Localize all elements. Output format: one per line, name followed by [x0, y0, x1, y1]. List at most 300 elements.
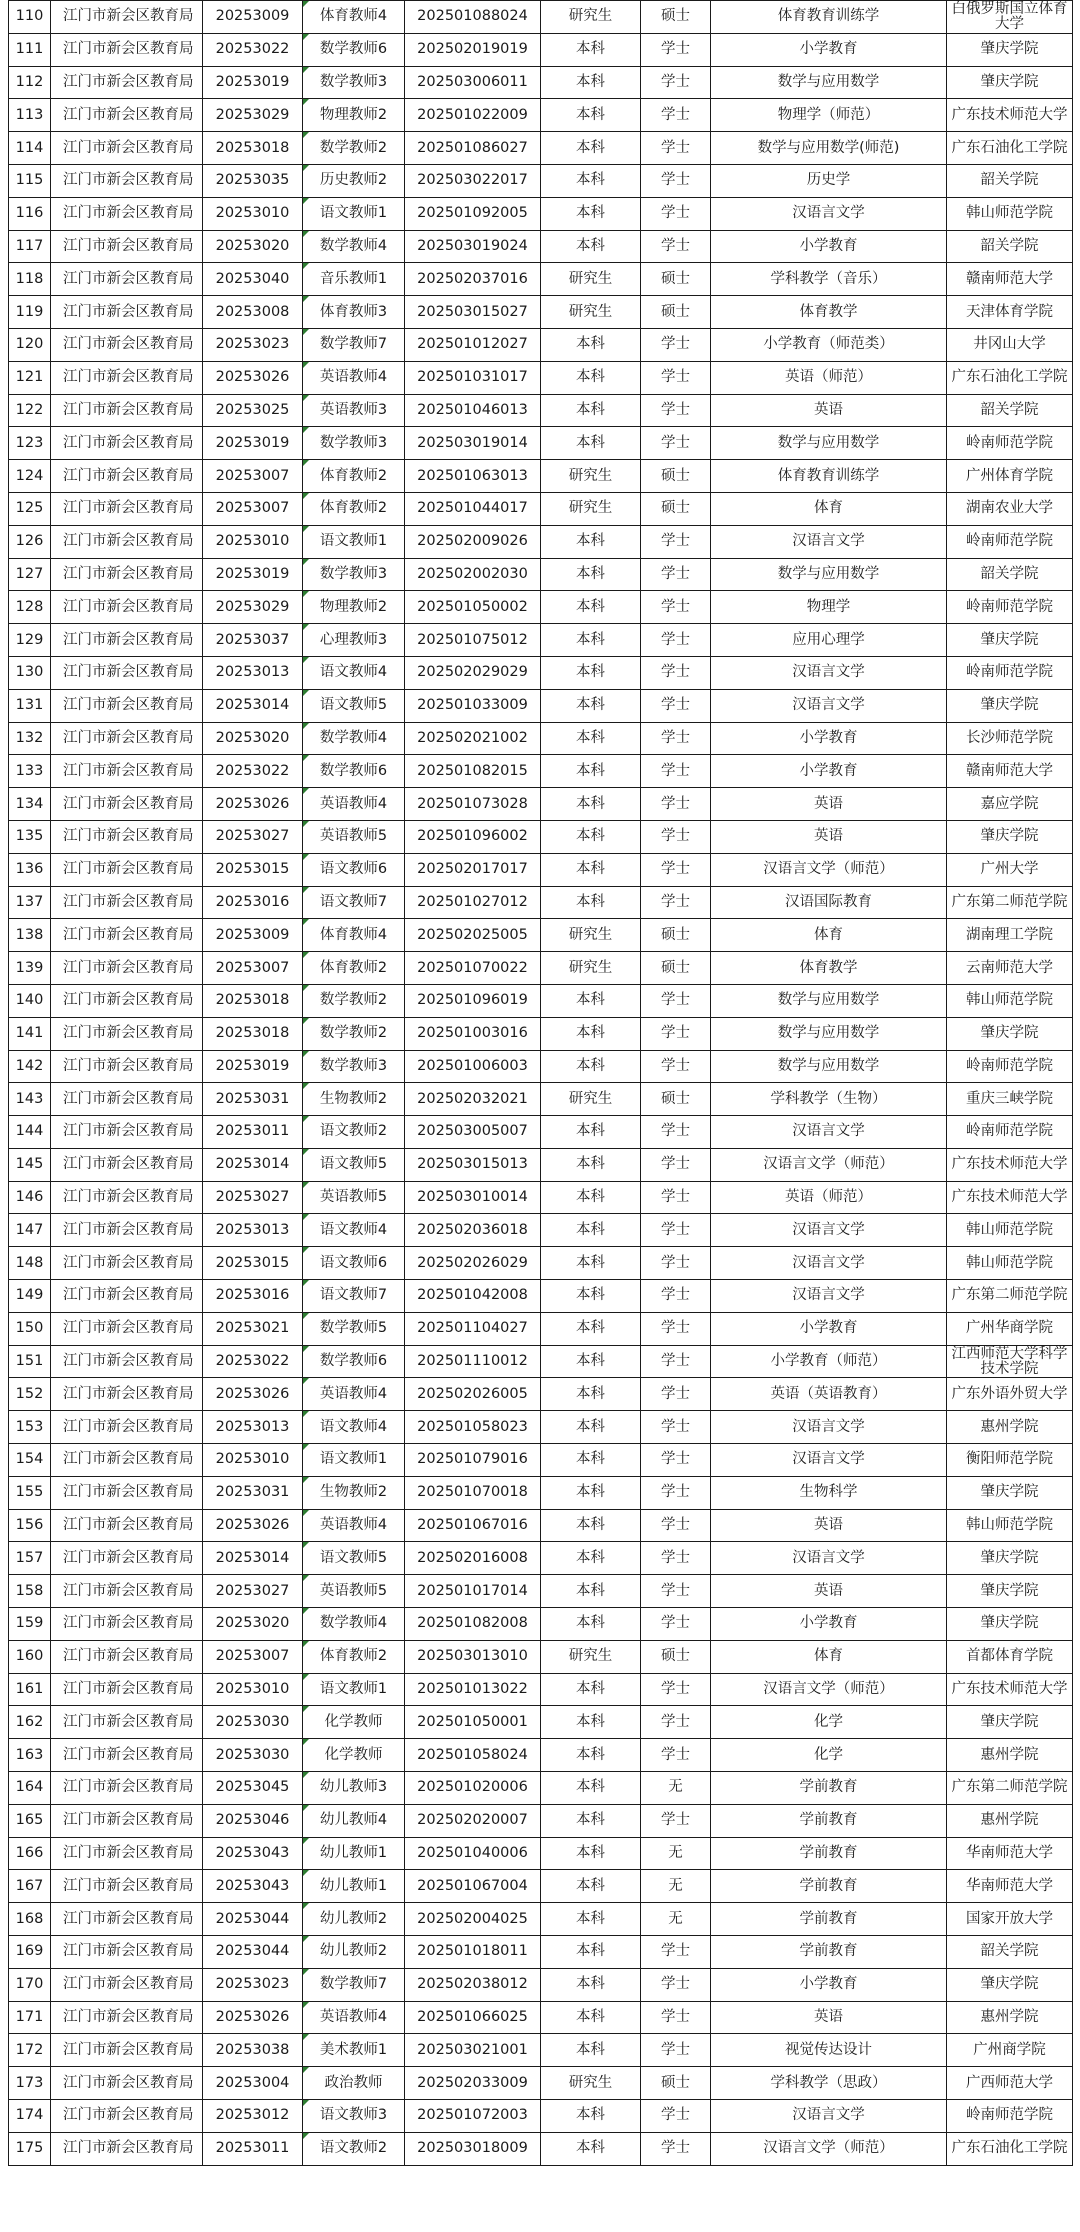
post-name-cell: 音乐教师1 [303, 263, 405, 296]
table-row [9, 1640, 1073, 1673]
education-level-cell: 本科 [541, 1739, 641, 1772]
exam-ticket-number-cell: 202501018011 [405, 1936, 541, 1969]
major-cell: 小学教育（师范） [711, 1345, 947, 1378]
graduate-school-cell: 韩山师范学院 [947, 197, 1073, 230]
degree-cell: 学士 [641, 1673, 711, 1706]
major-cell: 英语 [711, 2001, 947, 2034]
row-number-cell: 168 [9, 1903, 51, 1936]
post-code-cell: 20253029 [203, 99, 303, 132]
education-level-cell: 本科 [541, 755, 641, 788]
education-level-cell: 研究生 [541, 2067, 641, 2100]
degree-cell: 学士 [641, 853, 711, 886]
graduate-school-cell: 广东第二师范学院 [947, 1280, 1073, 1313]
employer-cell: 江门市新会区教育局 [51, 1247, 203, 1280]
exam-ticket-number-cell: 202501044017 [405, 492, 541, 525]
degree-cell: 学士 [641, 1739, 711, 1772]
education-level-cell: 本科 [541, 1575, 641, 1608]
employer-cell: 江门市新会区教育局 [51, 886, 203, 919]
table-row [9, 1247, 1073, 1280]
table-row [9, 1181, 1073, 1214]
table-row [9, 525, 1073, 558]
post-code-cell: 20253045 [203, 1772, 303, 1805]
degree-cell: 学士 [641, 164, 711, 197]
exam-ticket-number-cell: 202501013022 [405, 1673, 541, 1706]
post-code-cell: 20253015 [203, 853, 303, 886]
post-code-cell: 20253035 [203, 164, 303, 197]
degree-cell: 学士 [641, 2001, 711, 2034]
degree-cell: 硕士 [641, 919, 711, 952]
post-name-cell: 体育教师2 [303, 460, 405, 493]
exam-ticket-number-cell: 202501006003 [405, 1050, 541, 1083]
major-cell: 汉语言文学（师范） [711, 1148, 947, 1181]
degree-cell: 学士 [641, 1706, 711, 1739]
post-code-cell: 20253010 [203, 1444, 303, 1477]
row-number-cell: 123 [9, 427, 51, 460]
employer-cell: 江门市新会区教育局 [51, 1050, 203, 1083]
exam-ticket-number-cell: 202501079016 [405, 1444, 541, 1477]
post-code-cell: 20253014 [203, 1542, 303, 1575]
post-code-cell: 20253010 [203, 1673, 303, 1706]
table-row [9, 2034, 1073, 2067]
post-name-cell: 语文教师5 [303, 1542, 405, 1575]
graduate-school-cell: 韩山师范学院 [947, 1214, 1073, 1247]
table-row [9, 2067, 1073, 2100]
major-cell: 汉语言文学 [711, 1444, 947, 1477]
degree-cell: 学士 [641, 1608, 711, 1641]
degree-cell: 学士 [641, 1214, 711, 1247]
table-row [9, 1214, 1073, 1247]
education-level-cell: 本科 [541, 1476, 641, 1509]
exam-ticket-number-cell: 202501082015 [405, 755, 541, 788]
exam-ticket-number-cell: 202502021002 [405, 722, 541, 755]
post-code-cell: 20253007 [203, 460, 303, 493]
education-level-cell: 本科 [541, 1772, 641, 1805]
candidate-roster-table [8, 0, 1073, 2166]
exam-ticket-number-cell: 202502038012 [405, 1968, 541, 2001]
graduate-school-cell: 惠州学院 [947, 1411, 1073, 1444]
exam-ticket-number-cell: 202503006011 [405, 66, 541, 99]
education-level-cell: 本科 [541, 1247, 641, 1280]
row-number-cell: 146 [9, 1181, 51, 1214]
exam-ticket-number-cell: 202501063013 [405, 460, 541, 493]
post-name-cell: 幼儿教师3 [303, 1772, 405, 1805]
graduate-school-cell: 肇庆学院 [947, 820, 1073, 853]
post-code-cell: 20253008 [203, 296, 303, 329]
post-name-cell: 语文教师1 [303, 197, 405, 230]
row-number-cell: 132 [9, 722, 51, 755]
education-level-cell: 本科 [541, 820, 641, 853]
row-number-cell: 145 [9, 1148, 51, 1181]
degree-cell: 学士 [641, 886, 711, 919]
exam-ticket-number-cell: 202502025005 [405, 919, 541, 952]
major-cell: 小学教育 [711, 1968, 947, 2001]
exam-ticket-number-cell: 202501075012 [405, 624, 541, 657]
employer-cell: 江门市新会区教育局 [51, 755, 203, 788]
major-cell: 视觉传达设计 [711, 2034, 947, 2067]
degree-cell: 学士 [641, 197, 711, 230]
major-cell: 数学与应用数学 [711, 984, 947, 1017]
post-name-cell: 数学教师2 [303, 1017, 405, 1050]
graduate-school-cell: 惠州学院 [947, 1739, 1073, 1772]
graduate-school-cell: 井冈山大学 [947, 328, 1073, 361]
row-number-cell: 155 [9, 1476, 51, 1509]
table-row [9, 755, 1073, 788]
education-level-cell: 本科 [541, 1345, 641, 1378]
employer-cell: 江门市新会区教育局 [51, 394, 203, 427]
row-number-cell: 135 [9, 820, 51, 853]
education-level-cell: 本科 [541, 1608, 641, 1641]
post-name-cell: 语文教师5 [303, 1148, 405, 1181]
post-code-cell: 20253025 [203, 394, 303, 427]
graduate-school-cell: 肇庆学院 [947, 33, 1073, 66]
row-number-cell: 130 [9, 656, 51, 689]
education-level-cell: 本科 [541, 624, 641, 657]
degree-cell: 学士 [641, 2100, 711, 2133]
graduate-school-cell: 赣南师范大学 [947, 755, 1073, 788]
major-cell: 数学与应用数学 [711, 1050, 947, 1083]
table-row [9, 820, 1073, 853]
post-code-cell: 20253020 [203, 230, 303, 263]
graduate-school-cell: 肇庆学院 [947, 1706, 1073, 1739]
employer-cell: 江门市新会区教育局 [51, 984, 203, 1017]
post-code-cell: 20253013 [203, 1214, 303, 1247]
post-code-cell: 20253026 [203, 788, 303, 821]
major-cell: 学前教育 [711, 1936, 947, 1969]
table-row [9, 1116, 1073, 1149]
exam-ticket-number-cell: 202502036018 [405, 1214, 541, 1247]
row-number-cell: 171 [9, 2001, 51, 2034]
row-number-cell: 160 [9, 1640, 51, 1673]
table-row [9, 1936, 1073, 1969]
exam-ticket-number-cell: 202501070022 [405, 952, 541, 985]
post-code-cell: 20253018 [203, 1017, 303, 1050]
post-name-cell: 体育教师4 [303, 919, 405, 952]
post-name-cell: 数学教师4 [303, 230, 405, 263]
employer-cell: 江门市新会区教育局 [51, 1444, 203, 1477]
post-name-cell: 英语教师4 [303, 361, 405, 394]
exam-ticket-number-cell: 202501040006 [405, 1837, 541, 1870]
table-row [9, 1444, 1073, 1477]
employer-cell: 江门市新会区教育局 [51, 624, 203, 657]
exam-ticket-number-cell: 202501042008 [405, 1280, 541, 1313]
table-row [9, 1837, 1073, 1870]
exam-ticket-number-cell: 202503010014 [405, 1181, 541, 1214]
employer-cell: 江门市新会区教育局 [51, 788, 203, 821]
post-name-cell: 英语教师5 [303, 820, 405, 853]
employer-cell: 江门市新会区教育局 [51, 263, 203, 296]
graduate-school-cell: 赣南师范大学 [947, 263, 1073, 296]
row-number-cell: 125 [9, 492, 51, 525]
post-name-cell: 数学教师4 [303, 722, 405, 755]
degree-cell: 硕士 [641, 952, 711, 985]
post-name-cell: 语文教师4 [303, 1214, 405, 1247]
major-cell: 汉语国际教育 [711, 886, 947, 919]
exam-ticket-number-cell: 202503018009 [405, 2132, 541, 2165]
degree-cell: 学士 [641, 984, 711, 1017]
education-level-cell: 本科 [541, 656, 641, 689]
table-row [9, 1673, 1073, 1706]
graduate-school-cell: 岭南师范学院 [947, 656, 1073, 689]
post-name-cell: 语文教师2 [303, 2132, 405, 2165]
exam-ticket-number-cell: 202503005007 [405, 1116, 541, 1149]
exam-ticket-number-cell: 202502029029 [405, 656, 541, 689]
post-code-cell: 20253019 [203, 558, 303, 591]
exam-ticket-number-cell: 202501070018 [405, 1476, 541, 1509]
post-name-cell: 英语教师4 [303, 1378, 405, 1411]
table-row [9, 328, 1073, 361]
degree-cell: 无 [641, 1903, 711, 1936]
post-code-cell: 20253027 [203, 820, 303, 853]
degree-cell: 硕士 [641, 296, 711, 329]
table-row [9, 197, 1073, 230]
post-code-cell: 20253031 [203, 1476, 303, 1509]
exam-ticket-number-cell: 202501058023 [405, 1411, 541, 1444]
employer-cell: 江门市新会区教育局 [51, 492, 203, 525]
post-name-cell: 生物教师2 [303, 1083, 405, 1116]
table-row [9, 263, 1073, 296]
graduate-school-cell: 岭南师范学院 [947, 2100, 1073, 2133]
table-row [9, 1476, 1073, 1509]
education-level-cell: 本科 [541, 2001, 641, 2034]
degree-cell: 学士 [641, 66, 711, 99]
post-code-cell: 20253016 [203, 886, 303, 919]
degree-cell: 学士 [641, 656, 711, 689]
post-name-cell: 英语教师5 [303, 1181, 405, 1214]
major-cell: 小学教育 [711, 1608, 947, 1641]
table-row [9, 132, 1073, 165]
table-row [9, 919, 1073, 952]
post-name-cell: 数学教师4 [303, 1608, 405, 1641]
employer-cell: 江门市新会区教育局 [51, 361, 203, 394]
exam-ticket-number-cell: 202501067004 [405, 1870, 541, 1903]
exam-ticket-number-cell: 202503019024 [405, 230, 541, 263]
exam-ticket-number-cell: 202501012027 [405, 328, 541, 361]
table-row [9, 296, 1073, 329]
graduate-school-cell: 肇庆学院 [947, 689, 1073, 722]
table-row [9, 1706, 1073, 1739]
employer-cell: 江门市新会区教育局 [51, 132, 203, 165]
row-number-cell: 139 [9, 952, 51, 985]
graduate-school-cell: 广东技术师范大学 [947, 99, 1073, 132]
major-cell: 体育 [711, 919, 947, 952]
post-name-cell: 英语教师4 [303, 2001, 405, 2034]
education-level-cell: 研究生 [541, 1, 641, 34]
exam-ticket-number-cell: 202501022009 [405, 99, 541, 132]
graduate-school-cell: 肇庆学院 [947, 1542, 1073, 1575]
education-level-cell: 本科 [541, 1870, 641, 1903]
major-cell: 数学与应用数学 [711, 558, 947, 591]
major-cell: 英语（师范） [711, 361, 947, 394]
post-code-cell: 20253023 [203, 1968, 303, 2001]
education-level-cell: 研究生 [541, 952, 641, 985]
table-row [9, 164, 1073, 197]
table-row [9, 1772, 1073, 1805]
post-name-cell: 体育教师2 [303, 952, 405, 985]
exam-ticket-number-cell: 202501066025 [405, 2001, 541, 2034]
employer-cell: 江门市新会区教育局 [51, 1608, 203, 1641]
education-level-cell: 本科 [541, 1903, 641, 1936]
degree-cell: 学士 [641, 361, 711, 394]
graduate-school-cell: 广州商学院 [947, 2034, 1073, 2067]
degree-cell: 学士 [641, 1017, 711, 1050]
employer-cell: 江门市新会区教育局 [51, 99, 203, 132]
table-row [9, 1050, 1073, 1083]
employer-cell: 江门市新会区教育局 [51, 853, 203, 886]
post-name-cell: 体育教师4 [303, 1, 405, 34]
education-level-cell: 本科 [541, 1968, 641, 2001]
graduate-school-cell: 长沙师范学院 [947, 722, 1073, 755]
post-name-cell: 幼儿教师2 [303, 1903, 405, 1936]
row-number-cell: 121 [9, 361, 51, 394]
post-code-cell: 20253023 [203, 328, 303, 361]
employer-cell: 江门市新会区教育局 [51, 1476, 203, 1509]
employer-cell: 江门市新会区教育局 [51, 1640, 203, 1673]
row-number-cell: 117 [9, 230, 51, 263]
row-number-cell: 157 [9, 1542, 51, 1575]
post-code-cell: 20253027 [203, 1575, 303, 1608]
post-code-cell: 20253044 [203, 1936, 303, 1969]
post-code-cell: 20253018 [203, 132, 303, 165]
exam-ticket-number-cell: 202502032021 [405, 1083, 541, 1116]
exam-ticket-number-cell: 202503021001 [405, 2034, 541, 2067]
education-level-cell: 本科 [541, 591, 641, 624]
employer-cell: 江门市新会区教育局 [51, 1148, 203, 1181]
major-cell: 小学教育 [711, 755, 947, 788]
row-number-cell: 167 [9, 1870, 51, 1903]
post-name-cell: 语文教师1 [303, 1444, 405, 1477]
education-level-cell: 本科 [541, 394, 641, 427]
education-level-cell: 本科 [541, 689, 641, 722]
table-row [9, 1804, 1073, 1837]
post-code-cell: 20253043 [203, 1837, 303, 1870]
table-row [9, 1903, 1073, 1936]
row-number-cell: 144 [9, 1116, 51, 1149]
major-cell: 数学与应用数学 [711, 1017, 947, 1050]
degree-cell: 学士 [641, 1968, 711, 2001]
post-code-cell: 20253044 [203, 1903, 303, 1936]
employer-cell: 江门市新会区教育局 [51, 328, 203, 361]
graduate-school-cell: 广东石油化工学院 [947, 2132, 1073, 2165]
post-name-cell: 数学教师3 [303, 66, 405, 99]
graduate-school-cell: 华南师范大学 [947, 1837, 1073, 1870]
major-cell: 学前教育 [711, 1870, 947, 1903]
table-row [9, 361, 1073, 394]
table-row [9, 2001, 1073, 2034]
exam-ticket-number-cell: 202501086027 [405, 132, 541, 165]
employer-cell: 江门市新会区教育局 [51, 2100, 203, 2133]
employer-cell: 江门市新会区教育局 [51, 1936, 203, 1969]
employer-cell: 江门市新会区教育局 [51, 591, 203, 624]
row-number-cell: 159 [9, 1608, 51, 1641]
table-row [9, 1411, 1073, 1444]
employer-cell: 江门市新会区教育局 [51, 1837, 203, 1870]
major-cell: 英语 [711, 1575, 947, 1608]
education-level-cell: 本科 [541, 1378, 641, 1411]
education-level-cell: 本科 [541, 1280, 641, 1313]
graduate-school-cell: 白俄罗斯国立体育大学 [947, 1, 1073, 34]
post-name-cell: 英语教师4 [303, 788, 405, 821]
exam-ticket-number-cell: 202501031017 [405, 361, 541, 394]
major-cell: 应用心理学 [711, 624, 947, 657]
employer-cell: 江门市新会区教育局 [51, 1509, 203, 1542]
graduate-school-cell: 广东第二师范学院 [947, 886, 1073, 919]
post-name-cell: 化学教师 [303, 1739, 405, 1772]
post-code-cell: 20253022 [203, 1345, 303, 1378]
degree-cell: 学士 [641, 394, 711, 427]
row-number-cell: 137 [9, 886, 51, 919]
exam-ticket-number-cell: 202503015013 [405, 1148, 541, 1181]
post-code-cell: 20253026 [203, 361, 303, 394]
table-row [9, 689, 1073, 722]
degree-cell: 学士 [641, 2132, 711, 2165]
degree-cell: 学士 [641, 427, 711, 460]
post-name-cell: 数学教师6 [303, 33, 405, 66]
post-name-cell: 数学教师6 [303, 755, 405, 788]
row-number-cell: 116 [9, 197, 51, 230]
row-number-cell: 129 [9, 624, 51, 657]
exam-ticket-number-cell: 202502026029 [405, 1247, 541, 1280]
post-code-cell: 20253013 [203, 656, 303, 689]
education-level-cell: 本科 [541, 164, 641, 197]
post-name-cell: 物理教师2 [303, 591, 405, 624]
row-number-cell: 127 [9, 558, 51, 591]
table-row [9, 1542, 1073, 1575]
employer-cell: 江门市新会区教育局 [51, 689, 203, 722]
table-row [9, 558, 1073, 591]
row-number-cell: 162 [9, 1706, 51, 1739]
graduate-school-cell: 韩山师范学院 [947, 984, 1073, 1017]
row-number-cell: 161 [9, 1673, 51, 1706]
post-name-cell: 体育教师2 [303, 492, 405, 525]
row-number-cell: 119 [9, 296, 51, 329]
education-level-cell: 本科 [541, 788, 641, 821]
post-code-cell: 20253010 [203, 525, 303, 558]
degree-cell: 学士 [641, 1575, 711, 1608]
exam-ticket-number-cell: 202501027012 [405, 886, 541, 919]
degree-cell: 学士 [641, 722, 711, 755]
employer-cell: 江门市新会区教育局 [51, 919, 203, 952]
employer-cell: 江门市新会区教育局 [51, 1542, 203, 1575]
education-level-cell: 本科 [541, 1148, 641, 1181]
post-name-cell: 历史教师2 [303, 164, 405, 197]
row-number-cell: 151 [9, 1345, 51, 1378]
major-cell: 英语（师范） [711, 1181, 947, 1214]
row-number-cell: 156 [9, 1509, 51, 1542]
exam-ticket-number-cell: 202501020006 [405, 1772, 541, 1805]
exam-ticket-number-cell: 202501073028 [405, 788, 541, 821]
education-level-cell: 本科 [541, 2100, 641, 2133]
graduate-school-cell: 岭南师范学院 [947, 525, 1073, 558]
employer-cell: 江门市新会区教育局 [51, 2001, 203, 2034]
major-cell: 汉语言文学 [711, 1116, 947, 1149]
row-number-cell: 118 [9, 263, 51, 296]
exam-ticket-number-cell: 202501050001 [405, 1706, 541, 1739]
degree-cell: 无 [641, 1772, 711, 1805]
employer-cell: 江门市新会区教育局 [51, 460, 203, 493]
degree-cell: 硕士 [641, 263, 711, 296]
major-cell: 汉语言文学 [711, 1280, 947, 1313]
post-code-cell: 20253015 [203, 1247, 303, 1280]
degree-cell: 学士 [641, 1050, 711, 1083]
employer-cell: 江门市新会区教育局 [51, 1968, 203, 2001]
major-cell: 学科教学（音乐） [711, 263, 947, 296]
major-cell: 小学教育 [711, 230, 947, 263]
post-name-cell: 数学教师3 [303, 1050, 405, 1083]
exam-ticket-number-cell: 202502002030 [405, 558, 541, 591]
exam-ticket-number-cell: 202502037016 [405, 263, 541, 296]
post-code-cell: 20253020 [203, 722, 303, 755]
post-name-cell: 美术教师1 [303, 2034, 405, 2067]
